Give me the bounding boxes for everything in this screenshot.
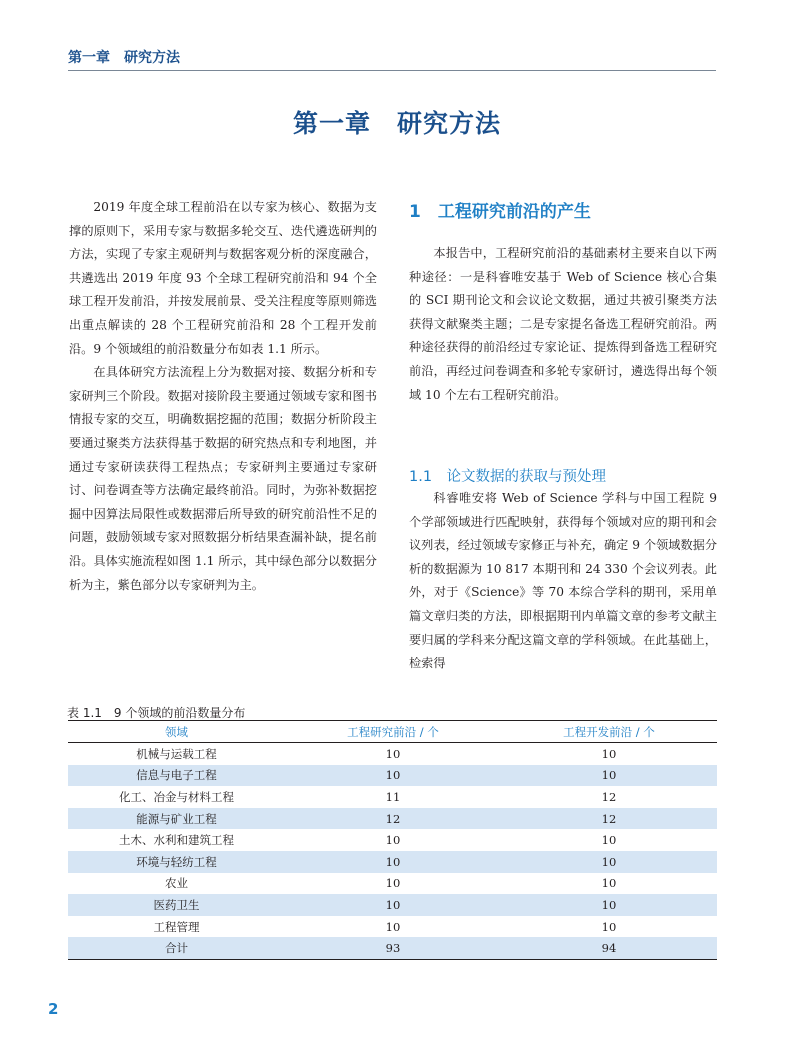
cell-field: 医药卫生 bbox=[68, 894, 285, 916]
cell-development: 10 bbox=[501, 765, 717, 787]
header-research-fronts: 工程研究前沿 / 个 bbox=[285, 721, 501, 743]
table-caption: 表 1.1 9 个领域的前沿数量分布 bbox=[67, 706, 246, 720]
cell-development: 94 bbox=[501, 937, 717, 959]
cell-development: 10 bbox=[601, 919, 617, 934]
cell-research: 10 bbox=[285, 765, 501, 787]
cell-development: 10 bbox=[601, 876, 617, 891]
cell-field: 能源与矿业工程 bbox=[68, 808, 285, 830]
table-row bbox=[68, 765, 717, 787]
table-row bbox=[68, 786, 717, 808]
cell-research: 93 bbox=[285, 937, 501, 959]
header-field: 领域 bbox=[68, 721, 285, 743]
left-paragraph-2: 在具体研究方法流程上分为数据对接、数据分析和专家研判三个阶段。数据对接阶段主要通过领域专家和图书情报专家的交互，明确数据挖掘的范围；数据分析阶段主要通过聚类方法获得基于数据的研究热点和专利地图，并通过专家研读获得工程热点；专家研判主要通过专家研讨、问卷调查等方法确定最终前沿。同时，为弥补数据挖掘中因算法局限性或数据滞后所导致的研究前沿性不足的问题，鼓励领域专家对照数据分析结果查漏补缺，提名前沿。具体实施流程如图 1.1 所示，其中绿色部分以数据分析为主，紫色部分以专家研判为主。 bbox=[69, 365, 377, 592]
cell-development: 10 bbox=[601, 746, 617, 761]
cell-research: 10 bbox=[385, 746, 401, 761]
chapter-title: 第一章 研究方法 bbox=[292, 109, 501, 138]
cell-field: 农业 bbox=[165, 876, 188, 891]
cell-field: 环境与轻纺工程 bbox=[68, 851, 285, 873]
cell-research: 10 bbox=[285, 851, 501, 873]
cell-field: 工程管理 bbox=[153, 919, 200, 934]
cell-research: 10 bbox=[385, 919, 401, 934]
header-development-fronts: 工程开发前沿 / 个 bbox=[501, 721, 717, 743]
running-header: 第一章 研究方法 bbox=[68, 47, 716, 71]
cell-research: 10 bbox=[285, 894, 501, 916]
cell-field: 合计 bbox=[68, 937, 285, 959]
table-row bbox=[68, 829, 717, 851]
section-body bbox=[409, 242, 717, 407]
subsection-heading: 1.1 论文数据的获取与预处理 bbox=[409, 469, 607, 485]
cell-field: 机械与运载工程 bbox=[136, 746, 217, 761]
table-total-row bbox=[68, 937, 717, 959]
left-paragraph-1: 2019 年度全球工程前沿在以专家为核心、数据为支撑的原则下，采用专家与数据多轮交互、迭代遴选研判的方法，实现了专家主观研判与数据客观分析的深度融合，共遴选出 2019 年度 93 个全球工程研究前沿和 94 个全球工程开发前沿，并按发展前景、受关注程度等原则筛选出重点解读的 28 个工程研究前沿和 28 个工程开发前沿。9 个领域组的前沿数量分布如表 1.1 所示。 bbox=[69, 200, 377, 356]
cell-research: 10 bbox=[385, 876, 401, 891]
cell-research: 10 bbox=[385, 833, 401, 848]
table-row bbox=[68, 808, 717, 830]
table-row bbox=[68, 894, 717, 916]
left-column bbox=[69, 196, 377, 597]
cell-field: 信息与电子工程 bbox=[68, 765, 285, 787]
table-row bbox=[68, 916, 717, 938]
table-row bbox=[68, 851, 717, 873]
cell-development: 12 bbox=[601, 789, 617, 804]
subsection-paragraph: 科睿唯安将 Web of Science 学科与中国工程院 9 个学部领域进行匹配映射，获得每个领域对应的期刊和会议列表，经过领域专家修正与补充，确定 9 个领域数据分析的数据源为 10 817 本期刊和 24 330 个会议列表。此外，对于《Science》等 70 本综合学科的期刊，采用单篇文章归类的方法，即根据期刊内单篇文章的参考文献主要归属的学科来分配这篇文章的学科领域。在此基础上，检索得 bbox=[409, 491, 718, 671]
page-number: 2 bbox=[48, 1000, 59, 1018]
table-row bbox=[68, 743, 717, 765]
cell-research: 11 bbox=[385, 789, 401, 804]
cell-development: 10 bbox=[601, 833, 617, 848]
cell-field: 化工、冶金与材料工程 bbox=[119, 789, 234, 804]
section-paragraph: 本报告中，工程研究前沿的基础素材主要来自以下两种途径：一是科睿唯安基于 Web of Science 核心合集的 SCI 期刊论文和会议论文数据，通过共被引聚类方法获得文献聚类主题；二是专家提名备选工程研究前沿。两种途径获得的前沿经过专家论证、提炼得到备选工程研究前沿，再经过问卷调查和多轮专家研讨，遴选得出每个领域 10 个左右工程研究前沿。 bbox=[409, 246, 717, 402]
cell-development: 12 bbox=[501, 808, 717, 830]
cell-field: 土木、水利和建筑工程 bbox=[119, 833, 234, 848]
section-heading: 1 工程研究前沿的产生 bbox=[409, 202, 591, 222]
table-header-row bbox=[68, 721, 717, 743]
frontier-count-table bbox=[68, 720, 717, 960]
cell-research: 12 bbox=[285, 808, 501, 830]
cell-development: 10 bbox=[501, 851, 717, 873]
table-row bbox=[68, 873, 717, 895]
subsection-body bbox=[409, 487, 717, 676]
cell-development: 10 bbox=[501, 894, 717, 916]
